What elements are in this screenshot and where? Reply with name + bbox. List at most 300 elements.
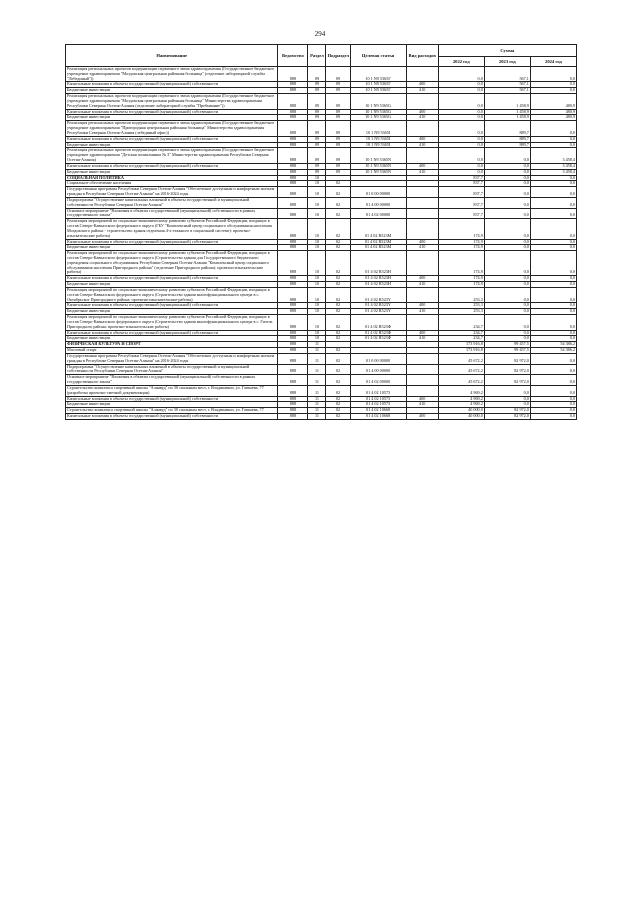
row-name: Капитальные вложения в объекты государственной (муниципальной) собственности (66, 276, 278, 282)
row-sum-2024: 0,0 (530, 385, 576, 396)
header-year-2023: 2023 год (484, 57, 530, 67)
row-sum-2024: 0,0 (530, 142, 576, 148)
row-cs: 01 4 02 10668 (350, 408, 406, 414)
row-sum-2022: 45 672,2 (438, 353, 484, 364)
row-name: Капитальные вложения в объекты государственной (муниципальной) собственности (66, 303, 278, 309)
row-podrazdel: 02 (326, 208, 350, 219)
row-sum-2023: 0,0 (484, 251, 530, 276)
row-cs: 01 4 02 10573 (350, 385, 406, 396)
row-code: 888 (278, 67, 308, 82)
row-sum-2022: 837,7 (438, 197, 484, 208)
table-row (66, 364, 577, 375)
row-vr (406, 219, 438, 239)
row-vr: 410 (406, 88, 438, 94)
row-vr (406, 148, 438, 163)
row-podrazdel: 02 (326, 375, 350, 386)
row-podrazdel: 09 (326, 82, 350, 88)
row-sum-2022: 173 916,8 (438, 348, 484, 354)
row-code: 888 (278, 109, 308, 115)
row-code: 888 (278, 115, 308, 121)
row-cs: 01 4 02 10668 (350, 414, 406, 420)
row-code: 888 (278, 385, 308, 396)
row-code: 888 (278, 348, 308, 354)
row-cs: 10 1 N9 5365Г (350, 67, 406, 82)
row-podrazdel: 09 (326, 169, 350, 175)
row-podrazdel: 02 (326, 187, 350, 198)
row-sum-2024: 54 386,2 (530, 342, 576, 348)
row-code: 888 (278, 408, 308, 414)
row-sum-2022: 837,7 (438, 175, 484, 181)
row-sum-2023: 82 972,0 (484, 353, 530, 364)
row-cs: 10 1 N9 5365G (350, 109, 406, 115)
row-code: 888 (278, 181, 308, 187)
row-razdel: 11 (308, 402, 326, 408)
header-vr: Вид расходов (406, 45, 438, 67)
row-cs: 01 4 02 R523Ф (350, 315, 406, 330)
row-razdel: 10 (308, 282, 326, 288)
row-vr: 400 (406, 330, 438, 336)
row-sum-2024: 0,0 (530, 67, 576, 82)
row-sum-2024: 0,0 (530, 219, 576, 239)
row-podrazdel: 09 (326, 136, 350, 142)
row-sum-2022: 45 672,2 (438, 375, 484, 386)
row-vr: 410 (406, 402, 438, 408)
row-sum-2024: 0,0 (530, 181, 576, 187)
row-sum-2023: 0,0 (484, 197, 530, 208)
row-razdel: 10 (308, 219, 326, 239)
row-sum-2022: 0,0 (438, 88, 484, 94)
header-summa: Сумма (438, 45, 576, 57)
table-row (66, 208, 577, 219)
row-sum-2023: 0,0 (484, 148, 530, 163)
row-cs: 10 1 N9 5365G (350, 94, 406, 109)
row-sum-2023: 0,0 (484, 330, 530, 336)
row-code: 888 (278, 276, 308, 282)
row-sum-2024: 480,9 (530, 109, 576, 115)
row-name: Бюджетные инвестиции (66, 282, 278, 288)
row-sum-2023: 0,0 (484, 175, 530, 181)
row-name: ФИЗИЧЕСКАЯ КУЛЬТУРА И СПОРТ (66, 342, 278, 348)
row-vr: 400 (406, 109, 438, 115)
row-cs: 01 4 02 R523Ф (350, 330, 406, 336)
row-code: 888 (278, 315, 308, 330)
table-row (66, 148, 577, 163)
row-cs: 10 1 N9 5365I (350, 142, 406, 148)
row-razdel: 11 (308, 408, 326, 414)
row-cs: 10 1 N9 5365N (350, 169, 406, 175)
row-sum-2022: 174,9 (438, 251, 484, 276)
row-sum-2024: 0,0 (530, 187, 576, 198)
row-name: Основное мероприятие "Вложения в объекты государственной (муниципальной) собственности в рамках государственного заказа" (66, 208, 278, 219)
row-vr: 410 (406, 336, 438, 342)
row-podrazdel: 02 (326, 330, 350, 336)
row-cs: 01 4 02 00000 (350, 375, 406, 386)
row-cs: 01 4 00 00000 (350, 197, 406, 208)
row-cs: 01 4 02 R523M (350, 239, 406, 245)
row-podrazdel: 02 (326, 396, 350, 402)
row-name: Государственная программа Республики Северная Осетия-Алания "Обеспечение доступным и комфортным жильем граждан в Республике Северная Осетия-Алания" на 2016-2024 годы (66, 187, 278, 198)
row-cs: 01 4 02 R523H (350, 251, 406, 276)
row-cs: 01 4 02 R523Y (350, 303, 406, 309)
row-razdel: 10 (308, 276, 326, 282)
row-code: 888 (278, 136, 308, 142)
row-razdel: 09 (308, 82, 326, 88)
row-vr: 400 (406, 414, 438, 420)
row-sum-2024: 0,0 (530, 175, 576, 181)
row-sum-2024: 0,0 (530, 375, 576, 386)
row-sum-2024: 0,0 (530, 208, 576, 219)
row-sum-2023: 0,0 (484, 303, 530, 309)
row-name: Реализация мероприятий по социально-экономическому развитию субъектов Российской Федерации, входящих в состав Северо-Кавказского федерального округа (Строительство здания многофункционального центра в с. Октябрьское Пригородного района: проектно-изыскательские работы) (66, 287, 278, 302)
table-row (66, 219, 577, 239)
table-row (66, 287, 577, 302)
row-sum-2024: 0,0 (530, 245, 576, 251)
row-vr: 400 (406, 136, 438, 142)
row-razdel: 10 (308, 239, 326, 245)
row-razdel: 10 (308, 309, 326, 315)
row-razdel: 09 (308, 169, 326, 175)
row-razdel: 10 (308, 181, 326, 187)
row-sum-2022: 173 916,8 (438, 342, 484, 348)
row-name: Строительство комплекса спортивной школы "Аланвуд" по 30 спальным мест, г. Владикавказ, ул. Гапкаева, 77 (разработка проектно-сметной документации) (66, 385, 278, 396)
row-sum-2023: 0,0 (484, 385, 530, 396)
row-cs: 10 1 N9 5365N (350, 148, 406, 163)
row-podrazdel: 09 (326, 115, 350, 121)
row-cs: 01 4 02 R523Y (350, 287, 406, 302)
row-code: 888 (278, 245, 308, 251)
row-podrazdel: 09 (326, 88, 350, 94)
row-name: Капитальные вложения в объекты государственной (муниципальной) собственности (66, 330, 278, 336)
row-sum-2024: 0,0 (530, 364, 576, 375)
table-row (66, 121, 577, 136)
row-razdel: 09 (308, 88, 326, 94)
row-cs: 01 4 02 00000 (350, 208, 406, 219)
row-code: 888 (278, 94, 308, 109)
row-cs: 01 0 00 00000 (350, 353, 406, 364)
row-name: Основное мероприятие "Вложения в объекты государственной (муниципальной) собственности в рамках государственного заказа" (66, 375, 278, 386)
row-podrazdel: 02 (326, 385, 350, 396)
row-sum-2024: 0,0 (530, 276, 576, 282)
row-sum-2023: 1 458,9 (484, 109, 530, 115)
row-vr: 400 (406, 239, 438, 245)
row-sum-2022: 0,0 (438, 169, 484, 175)
row-sum-2023: 82 972,0 (484, 414, 530, 420)
row-vr (406, 251, 438, 276)
row-name: Бюджетные инвестиции (66, 115, 278, 121)
row-name: Бюджетные инвестиции (66, 309, 278, 315)
row-sum-2022: 45 672,2 (438, 364, 484, 375)
row-cs: 01 4 02 10573 (350, 396, 406, 402)
row-podrazdel: 02 (326, 287, 350, 302)
header-name: Наименование (66, 45, 278, 67)
row-podrazdel: 02 (326, 197, 350, 208)
row-sum-2023: 0,0 (484, 181, 530, 187)
row-name: Бюджетные инвестиции (66, 88, 278, 94)
row-code: 888 (278, 336, 308, 342)
row-name: Капитальные вложения в объекты государственной (муниципальной) собственности (66, 396, 278, 402)
row-name: Капитальные вложения в объекты государственной (муниципальной) собственности (66, 239, 278, 245)
row-podrazdel: 09 (326, 121, 350, 136)
row-razdel: 10 (308, 251, 326, 276)
table-row (66, 414, 577, 420)
row-name: Социальное обеспечение населения (66, 181, 278, 187)
row-podrazdel: 02 (326, 219, 350, 239)
row-razdel: 09 (308, 94, 326, 109)
row-code: 888 (278, 287, 308, 302)
row-sum-2023: 889,7 (484, 142, 530, 148)
row-sum-2023: 0,0 (484, 276, 530, 282)
row-code: 888 (278, 414, 308, 420)
header-year-2024: 2024 год (530, 57, 576, 67)
row-name: Массовый спорт (66, 348, 278, 354)
row-code: 888 (278, 163, 308, 169)
row-code: 888 (278, 219, 308, 239)
row-podrazdel: 02 (326, 353, 350, 364)
row-razdel: 09 (308, 142, 326, 148)
row-razdel: 10 (308, 330, 326, 336)
row-name: Бюджетные инвестиции (66, 245, 278, 251)
row-code: 888 (278, 121, 308, 136)
row-code: 888 (278, 187, 308, 198)
row-cs: 01 4 00 00000 (350, 364, 406, 375)
row-name: Капитальные вложения в объекты государственной (муниципальной) собственности (66, 414, 278, 420)
row-vr: 410 (406, 142, 438, 148)
table-row (66, 353, 577, 364)
row-sum-2022: 4 969,2 (438, 396, 484, 402)
table-row (66, 94, 577, 109)
row-cs: 01 4 02 R523H (350, 276, 406, 282)
row-code: 888 (278, 402, 308, 408)
row-sum-2023: 0,0 (484, 402, 530, 408)
row-sum-2023: 0,0 (484, 336, 530, 342)
row-name: Подпрограмма "Осуществление капитальных вложений в объекты государственной и муниципальной собственности Республики Северная Осетия-Алания" (66, 364, 278, 375)
row-razdel: 11 (308, 342, 326, 348)
row-razdel: 11 (308, 348, 326, 354)
row-sum-2022: 0,0 (438, 67, 484, 82)
row-razdel: 11 (308, 414, 326, 420)
row-sum-2023: 889,7 (484, 121, 530, 136)
row-sum-2022: 0,0 (438, 148, 484, 163)
row-vr: 410 (406, 245, 438, 251)
table-row (66, 385, 577, 396)
row-name: Реализация мероприятий по социально-экономическому развитию субъектов Российской Федерации, входящих в состав Северо-Кавказского федерального округа (Строительство здания многофункционального центра в с. Гизель Пригородного района: проектно-изыскательские работы) (66, 315, 278, 330)
row-sum-2023: 0,0 (484, 282, 530, 288)
row-sum-2023: 0,0 (484, 309, 530, 315)
row-vr (406, 121, 438, 136)
row-name: Бюджетные инвестиции (66, 142, 278, 148)
row-podrazdel: 02 (326, 408, 350, 414)
row-razdel: 11 (308, 353, 326, 364)
row-vr: 410 (406, 309, 438, 315)
row-sum-2024: 0,0 (530, 88, 576, 94)
row-sum-2023: 82 972,0 (484, 364, 530, 375)
header-podrazdel: Подраздел (326, 45, 350, 67)
row-razdel: 11 (308, 364, 326, 375)
row-sum-2023: 567,1 (484, 82, 530, 88)
row-podrazdel: 02 (326, 276, 350, 282)
row-razdel: 10 (308, 245, 326, 251)
row-sum-2022: 0,0 (438, 115, 484, 121)
budget-table (65, 44, 577, 420)
row-name: Подпрограмма "Осуществление капитальных вложений в объекты государственной и муниципальной собственности Республики Северная Осетия-Алания" (66, 197, 278, 208)
row-vr: 400 (406, 396, 438, 402)
row-podrazdel: 02 (326, 315, 350, 330)
row-podrazdel: 09 (326, 148, 350, 163)
row-razdel: 10 (308, 187, 326, 198)
row-code: 888 (278, 396, 308, 402)
row-podrazdel: 09 (326, 67, 350, 82)
row-sum-2024: 0,0 (530, 330, 576, 336)
row-sum-2024: 0,0 (530, 251, 576, 276)
row-name: Бюджетные инвестиции (66, 336, 278, 342)
row-name: Бюджетные инвестиции (66, 402, 278, 408)
row-sum-2024: 0,0 (530, 408, 576, 414)
row-code: 888 (278, 197, 308, 208)
row-sum-2023: 99 457,5 (484, 342, 530, 348)
row-podrazdel: 09 (326, 94, 350, 109)
row-code: 888 (278, 309, 308, 315)
row-sum-2024: 0,0 (530, 239, 576, 245)
row-sum-2024: 0,0 (530, 315, 576, 330)
table-row (66, 251, 577, 276)
row-sum-2023: 567,1 (484, 67, 530, 82)
row-name: Реализация мероприятий по социально-экономическому развитию субъектов Российской Федерации, входящих в состав Северо-Кавказского федерального округа (ГБУ "Комплексный центр социального обслуживания населения Моздокского района - строительство здания отделения 4-х-этажного в социальной системе): проектно-изыскательские работы) (66, 219, 278, 239)
row-vr (406, 287, 438, 302)
row-code: 888 (278, 88, 308, 94)
row-podrazdel: 02 (326, 336, 350, 342)
row-name: Реализация мероприятий по социально-экономическому развитию субъектов Российской Федерации, входящих в состав Северо-Кавказского федерального округа (Строительство здания для Государственного бюджетного учреждения социального обслуживания Республики Северная Осетия-Алания "Комплексный центр социального обслуживания населения Пригородного района" (отделение Пригородного района): проектно-изыскательские работы) (66, 251, 278, 276)
row-sum-2022: 174,9 (438, 282, 484, 288)
row-sum-2023: 1 458,9 (484, 115, 530, 121)
row-sum-2023: 82 972,0 (484, 375, 530, 386)
row-sum-2024: 0,0 (530, 396, 576, 402)
row-razdel: 11 (308, 385, 326, 396)
row-sum-2024: 0,0 (530, 121, 576, 136)
row-podrazdel: 02 (326, 251, 350, 276)
row-razdel: 10 (308, 175, 326, 181)
row-name: Капитальные вложения в объекты государственной (муниципальной) собственности (66, 82, 278, 88)
row-sum-2022: 234,7 (438, 330, 484, 336)
row-name: Капитальные вложения в объекты государственной (муниципальной) собственности (66, 136, 278, 142)
row-sum-2022: 253,3 (438, 303, 484, 309)
row-sum-2022: 0,0 (438, 109, 484, 115)
row-name: Реализация региональных проектов модернизации первичного звена здравоохранения (Государственное бюджетное учреждение здравоохранения "Моздокская центральная районная больница" Министерства здравоохранения Республики Северная Осетия-Алания (отделение лабораторной службы "Пребывание")) (66, 94, 278, 109)
row-podrazdel: 09 (326, 142, 350, 148)
row-sum-2024: 0,0 (530, 353, 576, 364)
header-code: Ведомство (278, 45, 308, 67)
header-cs: Целевая статья (350, 45, 406, 67)
row-sum-2024: 0,0 (530, 82, 576, 88)
row-sum-2023: 99 457,5 (484, 348, 530, 354)
row-sum-2024: 3 458,4 (530, 148, 576, 163)
row-razdel: 09 (308, 148, 326, 163)
row-sum-2022: 837,7 (438, 208, 484, 219)
row-razdel: 10 (308, 197, 326, 208)
row-cs: 10 1 N9 5365Г (350, 88, 406, 94)
row-name: Реализация региональных проектов модернизации первичного звена здравоохранения (Государственное бюджетное учреждение здравоохранения "Пригородная центральная районная больница" Министерства здравоохранения Республики Северная Осетия-Алания (лебединый офис)) (66, 121, 278, 136)
row-sum-2024: 0,0 (530, 287, 576, 302)
row-razdel: 10 (308, 303, 326, 309)
row-razdel: 10 (308, 315, 326, 330)
row-vr (406, 94, 438, 109)
row-cs: 01 4 02 R523Y (350, 309, 406, 315)
row-sum-2023: 0,0 (484, 187, 530, 198)
row-vr: 400 (406, 303, 438, 309)
row-podrazdel: 02 (326, 239, 350, 245)
row-sum-2023: 0,0 (484, 219, 530, 239)
row-sum-2022: 234,7 (438, 315, 484, 330)
row-code: 888 (278, 148, 308, 163)
row-podrazdel: 02 (326, 245, 350, 251)
row-code: 888 (278, 375, 308, 386)
row-sum-2023: 0,0 (484, 208, 530, 219)
table-row (66, 187, 577, 198)
row-vr (406, 364, 438, 375)
row-sum-2023: 889,7 (484, 136, 530, 142)
row-podrazdel: 02 (326, 303, 350, 309)
row-name: Реализация региональных проектов модернизации первичного звена здравоохранения (Государственное бюджетное учреждение здравоохранения "Детская поликлиника № 3" Министерства здравоохранения Республики Северная Осетия-Алания) (66, 148, 278, 163)
row-vr (406, 187, 438, 198)
row-code: 888 (278, 142, 308, 148)
row-sum-2022: 40 000,0 (438, 414, 484, 420)
row-sum-2023: 1 458,9 (484, 94, 530, 109)
row-razdel: 10 (308, 287, 326, 302)
row-vr (406, 208, 438, 219)
row-code: 888 (278, 251, 308, 276)
row-sum-2023: 0,0 (484, 163, 530, 169)
row-sum-2024: 54 386,2 (530, 348, 576, 354)
table-body (66, 67, 577, 420)
row-sum-2024: 0,0 (530, 402, 576, 408)
row-vr: 410 (406, 169, 438, 175)
row-podrazdel: 02 (326, 181, 350, 187)
row-name: Государственная программа Республики Северная Осетия-Алания "Обеспечение доступным и комфортным жильем граждан в Республике Северная Осетия-Алания" на 2016-2024 годы (66, 353, 278, 364)
row-vr (406, 385, 438, 396)
row-cs: 01 0 00 00000 (350, 187, 406, 198)
row-podrazdel: 02 (326, 348, 350, 354)
header-year-2022: 2022 год (438, 57, 484, 67)
row-vr: 400 (406, 163, 438, 169)
row-code: 888 (278, 364, 308, 375)
row-sum-2024: 3 458,4 (530, 169, 576, 175)
row-vr (406, 67, 438, 82)
row-cs: 10 1 N9 5365N (350, 163, 406, 169)
row-sum-2023: 0,0 (484, 315, 530, 330)
row-name: Бюджетные инвестиции (66, 169, 278, 175)
row-sum-2022: 837,7 (438, 187, 484, 198)
row-sum-2022: 837,7 (438, 181, 484, 187)
row-sum-2022: 4 969,2 (438, 385, 484, 396)
row-name: Капитальные вложения в объекты государственной (муниципальной) собственности (66, 109, 278, 115)
row-cs: 10 1 N9 5365I (350, 121, 406, 136)
row-sum-2022: 174,9 (438, 219, 484, 239)
header-razdel: Раздел (308, 45, 326, 67)
row-sum-2022: 174,9 (438, 276, 484, 282)
table-row (66, 375, 577, 386)
row-cs: 01 4 02 R523M (350, 219, 406, 239)
row-podrazdel: 02 (326, 282, 350, 288)
row-sum-2022: 234,7 (438, 336, 484, 342)
row-sum-2023: 567,1 (484, 88, 530, 94)
row-vr: 410 (406, 282, 438, 288)
row-sum-2023: 0,0 (484, 287, 530, 302)
row-razdel: 09 (308, 115, 326, 121)
row-razdel: 09 (308, 136, 326, 142)
row-sum-2022: 4 969,2 (438, 402, 484, 408)
row-code: 888 (278, 82, 308, 88)
row-sum-2022: 0,0 (438, 94, 484, 109)
row-razdel: 10 (308, 208, 326, 219)
